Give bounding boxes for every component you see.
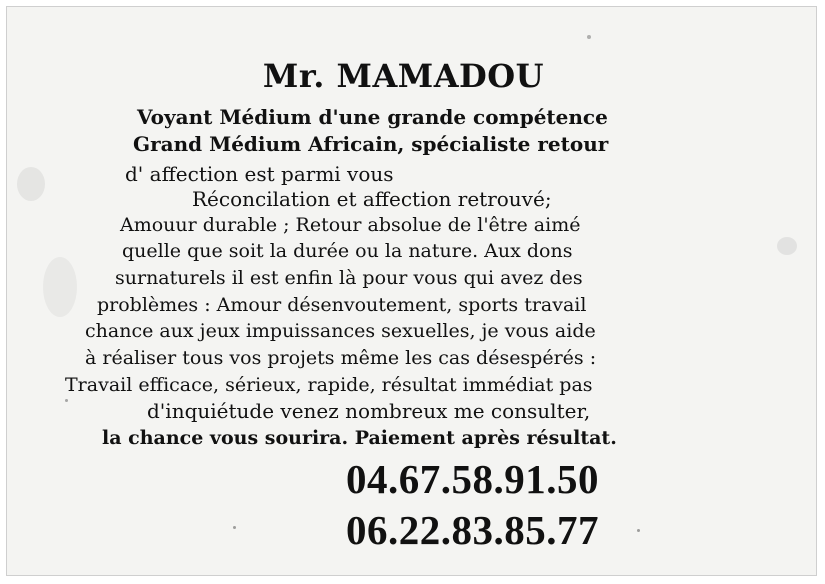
text-line: la chance vous sourira. Paiement après résultat. — [102, 427, 617, 449]
card-title: Mr. MAMADOU — [262, 57, 545, 95]
business-card — [6, 6, 817, 576]
paper-speck — [587, 35, 591, 39]
text-line: Travail efficace, sérieux, rapide, résultat immédiat pas — [65, 374, 593, 396]
text-line: chance aux jeux impuissances sexuelles, je vous aide — [85, 320, 596, 342]
paper-speck — [637, 529, 640, 532]
text-line: à réaliser tous vos projets même les cas désespérés : — [85, 347, 597, 369]
text-line: Grand Médium Africain, spécialiste retour — [133, 132, 609, 156]
paper-speck — [777, 237, 797, 255]
paper-speck — [65, 399, 68, 402]
text-line: d'inquiétude venez nombreux me consulter, — [147, 399, 591, 423]
paper-speck — [43, 257, 77, 317]
text-line: quelle que soit la durée ou la nature. Aux dons — [122, 240, 573, 262]
text-line: surnaturels il est enfin là pour vous qui avez des — [115, 267, 583, 289]
paper-speck — [17, 167, 45, 201]
text-line: problèmes : Amour désenvoutement, sports travail — [97, 294, 587, 316]
text-line: Réconcilation et affection retrouvé; — [192, 187, 552, 211]
text-line: d' affection est parmi vous — [125, 162, 394, 186]
text-line: Amouur durable ; Retour absolue de l'être aimé — [120, 214, 581, 236]
paper-speck — [233, 526, 236, 529]
phone-number: 06.22.83.85.77 — [346, 507, 599, 553]
phone-number: 04.67.58.91.50 — [346, 456, 599, 502]
text-line: Voyant Médium d'une grande compétence — [137, 105, 608, 129]
